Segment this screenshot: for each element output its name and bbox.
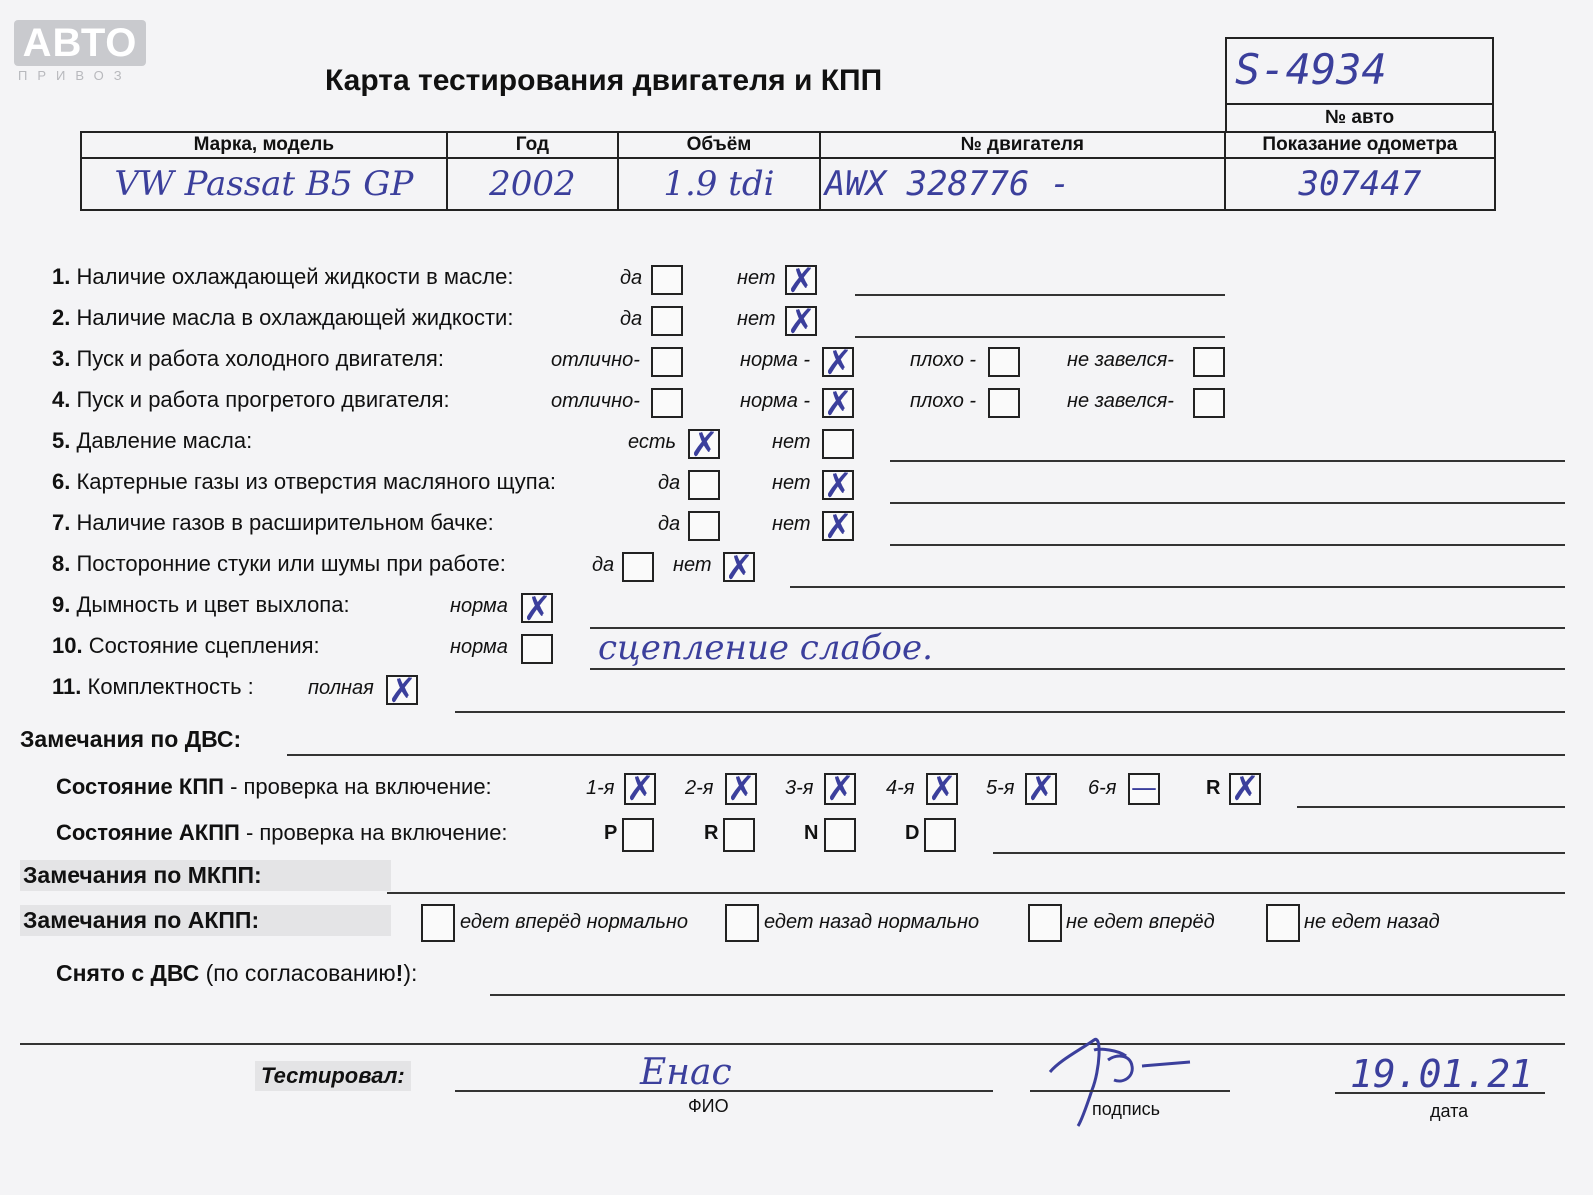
opt-label: норма - [740,390,811,412]
akpp-label [56,820,508,846]
removed-excl: ! [395,960,404,986]
avto-number-value: S-4934 [1235,45,1387,94]
gear-label: 6-я [1088,777,1117,799]
mode-r-checkbox[interactable] [723,818,755,852]
mode-d-checkbox[interactable] [924,818,956,852]
question-text: Давление масла: [76,428,253,453]
mode-label: D [905,822,920,844]
opt-label: да [592,554,615,576]
question-text: Дымность и цвет выхлопа: [76,592,350,617]
remarks-mkpp-label: Замечания по МКПП: [20,860,391,891]
question-number: 9. [52,592,71,617]
q3-no-start-checkbox[interactable] [1193,347,1225,377]
akpp-rest: - проверка на включение: [239,820,508,845]
question-text: Наличие газов в расширительном бачке: [76,510,494,535]
opt-label: да [658,513,681,535]
opt-label: норма - [740,349,811,371]
signature-caption: подпись [1092,1099,1161,1119]
brand-logo: АВТО [14,20,146,66]
q2-note-line [855,336,1225,338]
opt-label: да [658,472,681,494]
question-1 [52,264,513,290]
q8-no-checkbox[interactable] [723,548,755,588]
question-text: Комплектность : [87,674,254,699]
akpp-no-forward-checkbox[interactable] [1028,904,1062,942]
opt-label: нет [737,267,776,289]
tester-name: Енас [640,1052,732,1093]
signature-line [1030,1090,1230,1092]
q4-no-start-checkbox[interactable] [1193,388,1225,418]
clutch-note: сцепление слабое. [598,628,933,668]
q5-note-line [890,460,1565,462]
q2-no-checkbox[interactable] [785,302,817,342]
opt-label: отлично- [551,390,640,412]
gear-4-checkbox[interactable] [926,769,958,809]
opt-label: норма [450,595,508,617]
akpp-title: Состояние АКПП [56,820,240,845]
kpp-label [56,774,492,800]
akpp-reverse-ok-checkbox[interactable] [725,904,759,942]
q9-normal-checkbox[interactable] [521,589,553,629]
remarks-dvs-label: Замечания по ДВС: [20,726,242,752]
q3-bad-checkbox[interactable] [988,347,1020,377]
question-2 [52,305,513,331]
q5-yes-checkbox[interactable] [688,425,720,465]
mode-p-checkbox[interactable] [622,818,654,852]
q10-normal-checkbox[interactable] [521,634,553,664]
q2-yes-checkbox[interactable] [651,306,683,336]
question-3 [52,346,444,372]
gear-3-checkbox[interactable] [824,769,856,809]
akpp-opt-label: едет вперёд нормально [460,911,689,933]
check-mark: ✗ [1027,769,1056,809]
model-value: VW Passat B5 GP [81,158,447,210]
kpp-title: Состояние КПП [56,774,224,799]
check-mark: ✗ [725,548,754,588]
check-mark: ✗ [388,671,417,711]
check-mark: ✗ [787,302,816,342]
q8-yes-checkbox[interactable] [622,552,654,582]
kpp-note-line [1297,806,1565,808]
opt-label: не завелся- [1067,390,1174,412]
check-mark: ✗ [824,384,853,424]
question-text: Пуск и работа прогретого двигателя: [76,387,450,412]
col-year: Год [447,132,619,158]
q8-note-line [790,586,1565,588]
opt-label: не завелся- [1067,349,1174,371]
col-odometer: Показание одометра [1225,132,1495,158]
question-number: 1. [52,264,71,289]
q11-note-line [455,711,1565,713]
dash-mark: — [1131,773,1157,803]
check-mark: ✗ [824,343,853,383]
akpp-opt-label: едет назад нормально [764,911,980,933]
gear-label: 5-я [986,777,1015,799]
check-mark: ✗ [523,589,552,629]
check-mark: ✗ [787,261,816,301]
q7-no-checkbox[interactable] [822,507,854,547]
opt-label: есть [628,431,677,453]
question-text: Наличие охлаждающей жидкости в масле: [76,264,514,289]
question-number: 10. [52,633,83,658]
q3-normal-checkbox[interactable] [822,343,854,383]
opt-label: плохо - [910,349,977,371]
q5-no-checkbox[interactable] [822,429,854,459]
gear-label: 2-я [685,777,714,799]
gear-label: 1-я [586,777,615,799]
opt-label: плохо - [910,390,977,412]
question-4 [52,387,450,413]
gear-2-checkbox[interactable] [725,769,757,809]
kpp-rest: - проверка на включение: [223,774,492,799]
gear-r-checkbox[interactable] [1229,769,1261,809]
gear-5-checkbox[interactable] [1025,769,1057,809]
remarks-mkpp-line [387,892,1565,894]
q6-no-checkbox[interactable] [822,466,854,506]
opt-label: полная [308,677,374,699]
question-number: 5. [52,428,71,453]
mode-n-checkbox[interactable] [824,818,856,852]
question-9 [52,592,350,618]
question-number: 11. [52,674,82,699]
akpp-forward-ok-checkbox[interactable] [421,904,455,942]
opt-label: нет [772,431,811,453]
remarks-dvs-line [287,754,1565,756]
question-8 [52,551,506,577]
date-caption: дата [1430,1101,1469,1121]
check-mark: ✗ [727,769,756,809]
gear-label: R [1206,777,1221,799]
question-text: Состояние сцепления: [88,633,320,658]
question-number: 4. [52,387,71,412]
col-model: Марка, модель [81,132,447,158]
akpp-no-reverse-checkbox[interactable] [1266,904,1300,942]
question-number: 8. [52,551,71,576]
gear-label: 3-я [785,777,814,799]
mode-label: N [804,822,819,844]
question-text: Наличие масла в охлаждающей жидкости: [76,305,514,330]
opt-label: да [620,308,643,330]
check-mark: ✗ [928,769,957,809]
question-text: Пуск и работа холодного двигателя: [76,346,444,371]
q4-excellent-checkbox[interactable] [651,388,683,418]
date-line [1335,1092,1545,1094]
q6-note-line [890,502,1565,504]
opt-label: нет [772,472,811,494]
year-value: 2002 [447,158,619,210]
question-text: Посторонние стуки или шумы при работе: [76,551,506,576]
odometer-value: 307447 [1225,158,1495,210]
q7-note-line [890,544,1565,546]
opt-label: нет [737,308,776,330]
name-caption: ФИО [688,1096,729,1116]
q6-yes-checkbox[interactable] [688,470,720,500]
volume-value: 1.9 tdi [618,158,820,210]
removed-bold: Снято с ДВС [56,960,200,986]
akpp-note-line [993,852,1565,854]
gear-1-checkbox[interactable] [624,769,656,809]
q4-bad-checkbox[interactable] [988,388,1020,418]
mode-label: R [704,822,719,844]
akpp-opt-label: не едет вперёд [1066,911,1215,933]
check-mark: ✗ [626,769,655,809]
opt-label: отлично- [551,349,640,371]
tested-label: Тестировал: [255,1061,411,1091]
removed-line [490,994,1565,996]
q1-yes-checkbox[interactable] [651,265,683,295]
col-volume: Объём [618,132,820,158]
q11-full-checkbox[interactable] [386,671,418,711]
question-text: Картерные газы из отверстия масляного щупа: [76,469,557,494]
question-7 [52,510,494,536]
q3-excellent-checkbox[interactable] [651,347,683,377]
question-number: 7. [52,510,71,535]
question-number: 6. [52,469,71,494]
name-line [455,1090,993,1092]
vehicle-info-table [80,131,1496,211]
removed-paren: (по согласованию [199,960,396,986]
check-mark: ✗ [1231,769,1260,809]
question-10 [52,633,320,659]
q1-no-checkbox[interactable] [785,261,817,301]
col-engine-number: № двигателя [820,132,1225,158]
removed-end: ): [403,960,418,986]
check-mark: ✗ [824,466,853,506]
gear-label: 4-я [886,777,915,799]
gear-6-checkbox[interactable] [1128,773,1160,805]
question-number: 3. [52,346,71,371]
removed-label [56,960,417,987]
brand-logo-sub: ПРИВОЗ [18,68,132,83]
question-11 [52,674,254,700]
removed-line-2 [20,1043,1565,1045]
page-title: Карта тестирования двигателя и КПП [325,64,883,97]
question-5 [52,428,252,454]
q7-yes-checkbox[interactable] [688,511,720,541]
question-6 [52,469,556,495]
q10-note-line [590,668,1565,670]
opt-label: нет [673,554,712,576]
test-date: 19.01.21 [1350,1052,1534,1096]
avto-number-label: № авто [1227,103,1492,129]
opt-label: нет [772,513,811,535]
engine-number-value: AWX 328776 - [820,158,1225,210]
opt-label: да [620,267,643,289]
mode-label: P [604,822,618,844]
opt-label: норма [450,636,508,658]
avto-number-box [1225,37,1494,131]
q4-normal-checkbox[interactable] [822,384,854,424]
akpp-opt-label: не едет назад [1304,911,1440,933]
check-mark: ✗ [824,507,853,547]
check-mark: ✗ [826,769,855,809]
remarks-akpp-label: Замечания по АКПП: [20,905,391,936]
check-mark: ✗ [690,425,719,465]
question-number: 2. [52,305,71,330]
q1-note-line [855,294,1225,296]
